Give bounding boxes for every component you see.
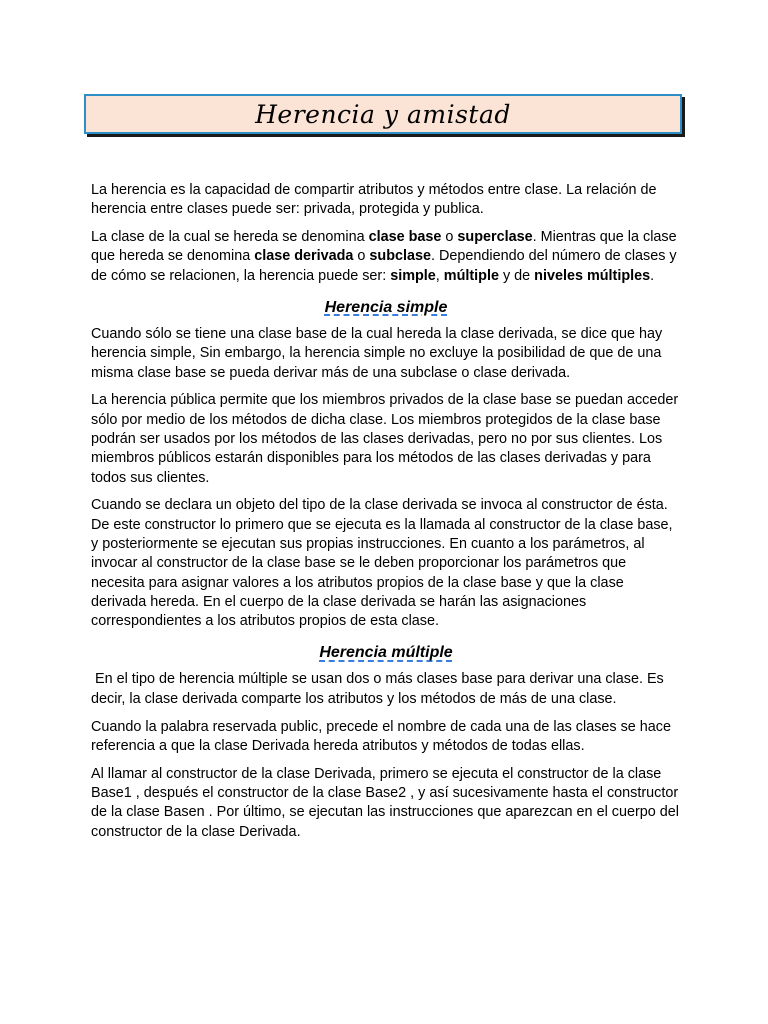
term-multiple: múltiple — [443, 267, 499, 284]
heading-text: Herencia múltiple — [319, 644, 453, 662]
text-run: o — [441, 229, 458, 246]
simple-paragraph-1: Cuando sólo se tiene una clase base de la cual hereda la clase derivada, se dice que hay herencia simple, Sin embargo, la herencia simple no excluye la posibilidad de que de una misma clase base se pueda derivar más de una subclase o clase derivada. — [91, 325, 663, 381]
term-simple: simple — [390, 267, 436, 284]
text-run: . — [650, 267, 655, 284]
text-run: , — [435, 267, 444, 284]
section-heading-herencia-simple — [91, 297, 681, 319]
text-run: La clase de la cual se hereda se denomina — [91, 229, 369, 246]
simple-paragraph-2: La herencia pública permite que los miembros privados de la clase base se puedan acceder sólo por medio de los métodos de dicha clase. Los miembros protegidos de la clase base podrán ser usados por los métodos de las clases derivadas, pero no por sus clientes. Los miembros públicos estarán disponibles para los métodos de las clases derivadas y para todos sus clientes. — [91, 392, 679, 486]
document-title: Herencia y amistad — [255, 99, 511, 129]
simple-paragraph-3: Cuando se declara un objeto del tipo de la clase derivada se invoca al constructor de ésta. De este constructor lo primero que se ejecuta es la llamada al constructor de la clase base, y posteriormente se ejecutan sus propias instrucciones. En cuanto a los parámetros, al invocar al constructor de la clase base se le deben proporcionar los parámetros que necesita para asignar valores a los atributos propios de la clase base y que la clase derivada hereda. En el cuerpo de la clase derivada se harán las asignaciones correspondientes a los atributos propios de esta clase. — [91, 497, 673, 630]
multiple-paragraph-2: Cuando la palabra reservada public, precede el nombre de cada una de las clases se hace referencia a que la clase Derivada hereda atributos y métodos de todas ellas. — [91, 718, 671, 754]
term-clase-base: clase base — [368, 229, 442, 246]
term-clase-derivada: clase derivada — [254, 248, 354, 265]
term-subclase: subclase — [369, 248, 432, 265]
text-run: . Mientras que la clase que hereda se denomina — [91, 229, 677, 265]
text-run: . Dependiendo del número de clases y de cómo se relacionen, la herencia puede ser: — [91, 248, 677, 284]
term-superclase: superclase — [457, 229, 533, 246]
section-heading-herencia-multiple — [91, 642, 681, 664]
text-run: o — [353, 248, 370, 265]
multiple-paragraph-1: En el tipo de herencia múltiple se usan dos o más clases base para derivar una clase. Es decir, la clase derivada comparte los atributos y los métodos de más de una clase. — [91, 671, 668, 707]
title-banner — [84, 94, 682, 134]
document-body — [91, 181, 681, 850]
text-run: y de — [498, 267, 535, 284]
heading-text: Herencia simple — [324, 298, 448, 316]
multiple-paragraph-3: Al llamar al constructor de la clase Derivada, primero se ejecuta el constructor de la clase Base1 , después el constructor de la clase Base2 , y así sucesivamente hasta el constructor de la clase Basen . Por último, se ejecutan las instrucciones que aparezcan en el cuerpo del constructor de la clase Derivada. — [91, 765, 679, 840]
intro-paragraph-2 — [91, 228, 681, 286]
intro-paragraph-1: La herencia es la capacidad de compartir atributos y métodos entre clase. La relación de herencia entre clases puede ser: privada, protegida y publica. — [91, 182, 657, 218]
term-niveles-multiples: niveles múltiples — [534, 267, 651, 284]
